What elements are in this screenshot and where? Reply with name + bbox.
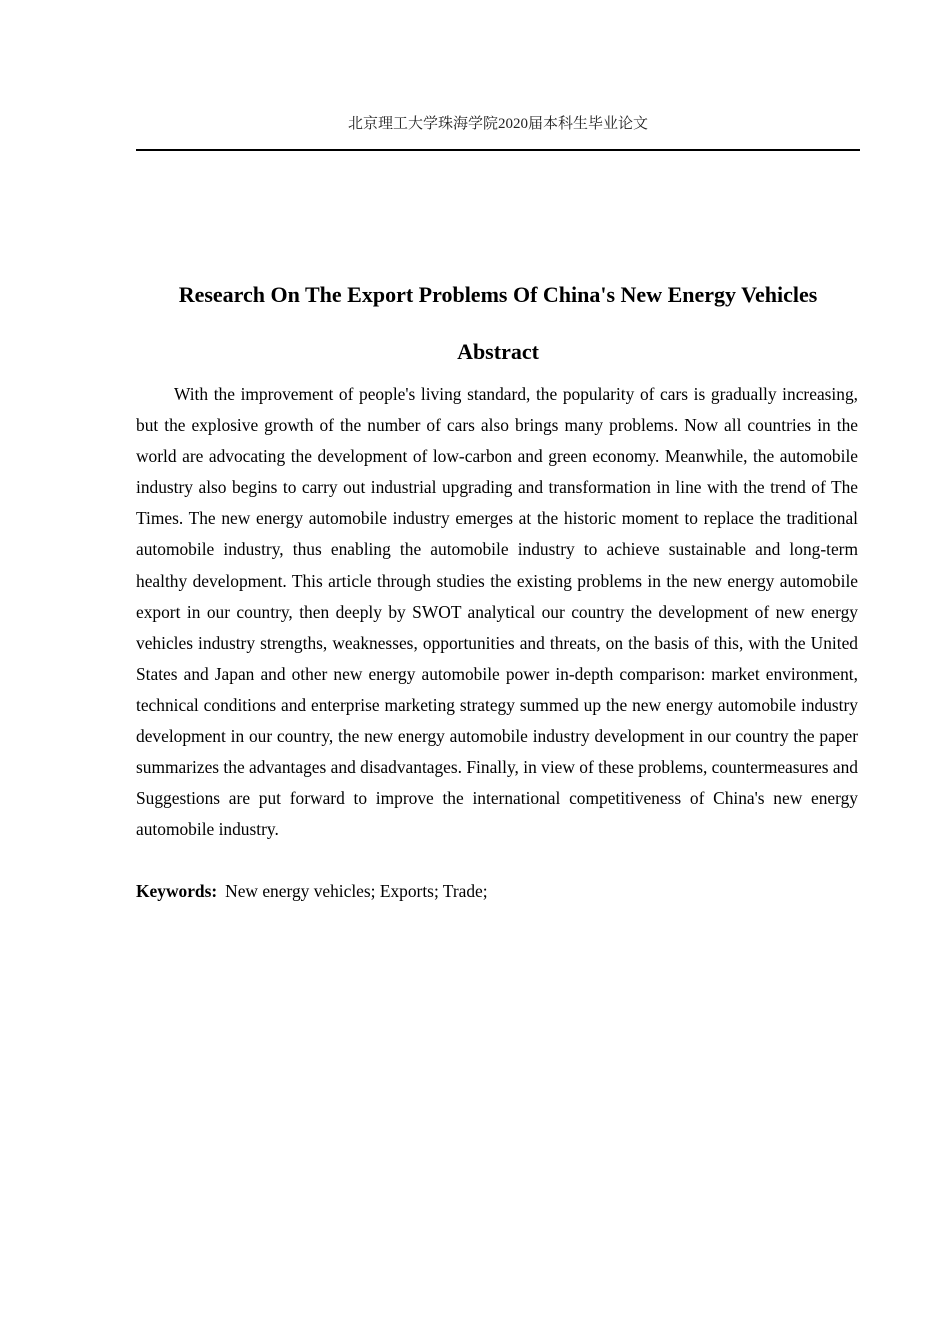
keywords-line (136, 876, 858, 907)
paper-title: Research On The Export Problems Of China's New Energy Vehicles (178, 282, 818, 307)
keywords-value: New energy vehicles; Exports; Trade; (225, 881, 488, 901)
abstract-heading: Abstract (457, 339, 539, 364)
keywords-label: Keywords: (136, 881, 218, 901)
page-header: 北京理工大学珠海学院2020届本科生毕业论文 (347, 116, 648, 132)
header-divider (136, 149, 860, 151)
abstract-body: With the improvement of people's living standard, the popularity of cars is gradually increasing, but the explosive growth of the number of cars also brings many problems. Now all countries in the world are advocating the development of low-carbon and green economy. Meanwhile, the automobile industry also begins to carry out industrial upgrading and transformation in line with the trend of The Times. The new energy automobile industry emerges at the historic moment to replace the traditional automobile industry, thus enabling the automobile industry to achieve sustainable and long-term healthy development. This article through studies the existing problems in the new energy automobile export in our country, then deeply by SWOT analytical our country the development of new energy vehicles industry strengths, weaknesses, opportunities and threats, on the basis of this, with the United States and Japan and other new energy automobile power in-depth comparison: market environment, technical conditions and enterprise marketing strategy summed up the new energy automobile industry development in our country, the new energy automobile industry development in our country the paper summarizes the advantages and disadvantages. Finally, in view of these problems, countermeasures and Suggestions are put forward to improve the international competitiveness of China's new energy automobile industry. (136, 384, 858, 840)
